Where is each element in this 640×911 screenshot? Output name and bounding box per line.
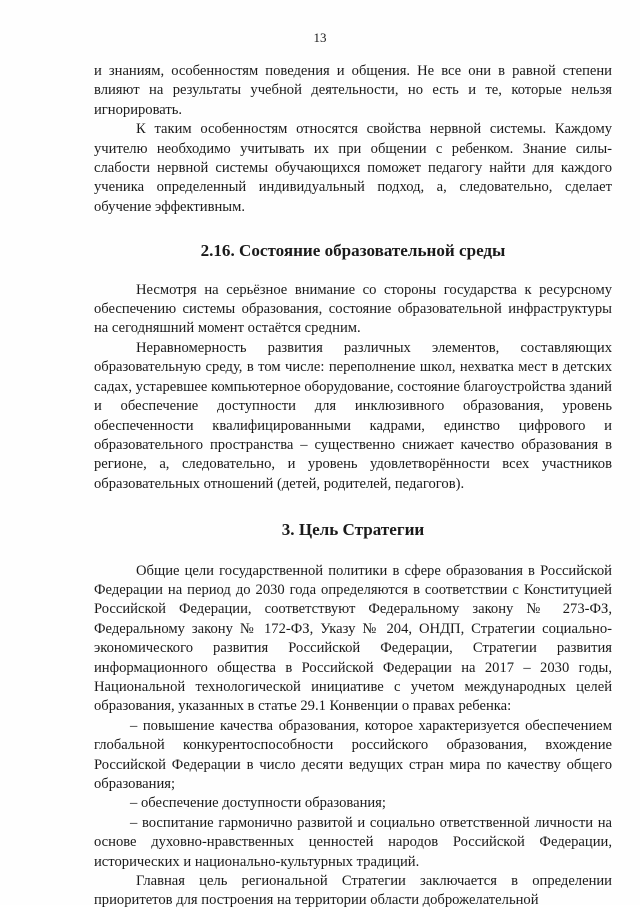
paragraph: Неравномерность развития различных элементов, составляющих образовательную среду, в том числе: переполнение школ, нехватка мест в детских садах, устаревшее компьютерное оборудование, состояние благоустройства зданий и обеспечение доступности для инклюзивного образования, уровень обеспеченности квалифицированными кадрами, единство цифрового и образовательного пространства – существенно снижает качество образования в регионе, а, следовательно, и уровень удовлетворённости всех участников образовательных отношений (детей, родителей, педагогов). [94, 339, 612, 492]
paragraph: и знаниям, особенностям поведения и общения. Не все они в равной степени влияют на результаты учебной деятельности, но есть и те, которые нельзя игнорировать. [94, 63, 612, 118]
list-item: – повышение качества образования, которое характеризуется обеспечением глобальной конкурентоспособности российского образования, вхождение Российской Федерации в число десяти ведущих стран мира по качеству общего образования; [94, 717, 612, 792]
section-heading: 3. Цель Стратегии [281, 520, 425, 540]
list-item: – обеспечение доступности образования; [130, 795, 386, 812]
document-body [94, 62, 612, 911]
paragraph: К таким особенностям относятся свойства нервной системы. Каждому учителю необходимо учитывать их при общении с ребенком. Знание силы-слабости нервной системы обучающихся поможет педагогу найти для каждого ученика определенный индивидуальный подход, а, следовательно, сделает обучение эффективным. [94, 121, 612, 215]
section-heading: 2.16. Состояние образовательной среды [200, 241, 506, 261]
paragraph: Общие цели государственной политики в сфере образования в Российской Федерации на период до 2030 года определяются в соответствии с Конституцией Российской Федерации, соответствуют Федеральному закону № 273-ФЗ, Федеральному закону № 172-ФЗ, Указу № 204, ОНДП, Стратегии социально-экономического развития Российской Федерации, Стратегии развития информационного общества в Российской Федерации на 2017 – 2030 годы, Национальной технологической инициативе с учетом международных целей образования, указанных в статье 29.1 Конвенции о правах ребенка: [94, 562, 612, 715]
paragraph: Главная цель региональной Стратегии заключается в определении приоритетов для построения на территории области доброжелательной [94, 873, 612, 909]
paragraph: Несмотря на серьёзное внимание со стороны государства к ресурсному обеспечению системы образования, состояние образовательной инфраструктуры на сегодняшний момент остаётся средним. [94, 281, 612, 337]
list-item: – воспитание гармонично развитой и социально ответственной личности на основе духовно-нравственных ценностей народов Российской Федерации, исторических и национально-культурных традиций. [94, 814, 612, 870]
page-number: 13 [313, 30, 327, 45]
